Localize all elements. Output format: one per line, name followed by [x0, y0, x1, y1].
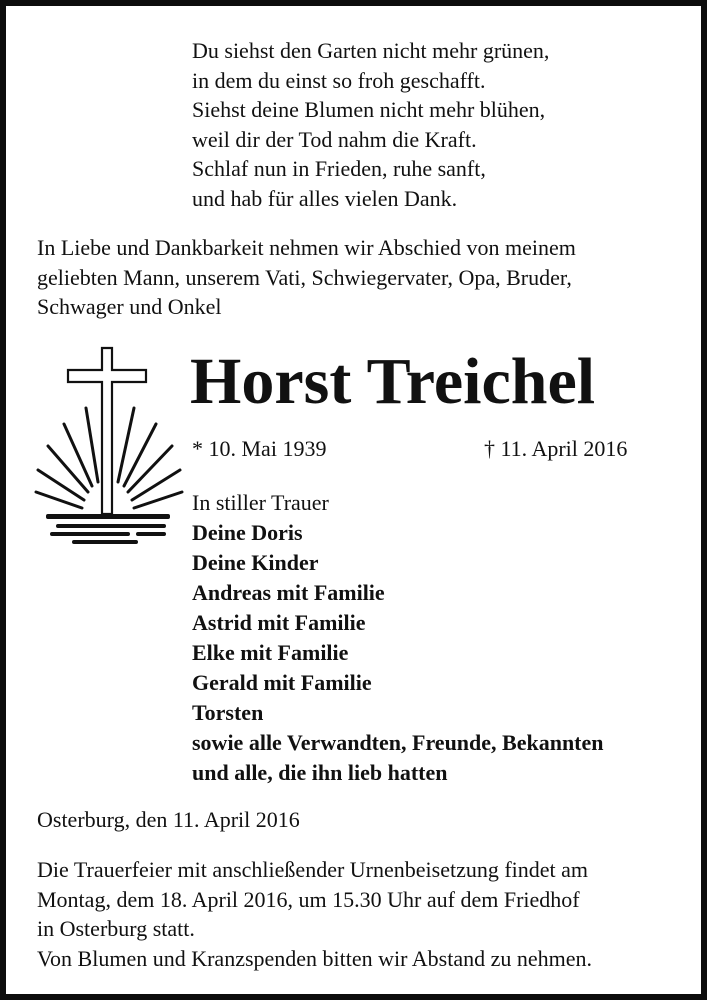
mourner-name: Gerald mit Familie: [192, 670, 372, 695]
cross-sunrise-icon: [28, 342, 188, 552]
funeral-info: [37, 855, 592, 973]
mourner-name: Deine Doris: [192, 520, 303, 545]
poem-line: und hab für alles vielen Dank.: [192, 185, 458, 211]
memorial-poem: [192, 36, 549, 213]
intro-line: Schwager und Onkel: [37, 294, 222, 319]
intro-line: geliebten Mann, unserem Vati, Schwiegervater, Opa, Bruder,: [37, 264, 572, 290]
mourners-list: [192, 488, 604, 788]
intro-line: In Liebe und Dankbarkeit nehmen wir Abschied von meinem: [37, 235, 576, 260]
mourner-name: Andreas mit Familie: [192, 580, 385, 605]
info-line: Montag, dem 18. April 2016, um 15.30 Uhr auf dem Friedhof: [37, 886, 580, 912]
info-line: Von Blumen und Kranzspenden bitten wir Abstand zu nehmen.: [37, 945, 592, 971]
death-date: † 11. April 2016: [484, 436, 628, 461]
info-line: in Osterburg statt.: [37, 916, 195, 941]
mourner-name: Torsten: [192, 700, 264, 725]
deceased-name: Horst Treichel: [190, 345, 596, 418]
mourners-heading: In stiller Trauer: [192, 490, 329, 515]
poem-line: in dem du einst so froh geschafft.: [192, 67, 486, 93]
mourner-name: Deine Kinder: [192, 550, 319, 575]
poem-line: Siehst deine Blumen nicht mehr blühen,: [192, 97, 546, 122]
poem-line: weil dir der Tod nahm die Kraft.: [192, 126, 477, 152]
poem-line: Du siehst den Garten nicht mehr grünen,: [192, 38, 550, 63]
info-line: Die Trauerfeier mit anschließender Urnenbeisetzung findet am: [37, 857, 589, 882]
place-and-date: Osterburg, den 11. April 2016: [37, 807, 300, 832]
poem-line: Schlaf nun in Frieden, ruhe sanft,: [192, 156, 486, 181]
farewell-intro: [37, 233, 576, 322]
mourner-name: Elke mit Familie: [192, 640, 349, 665]
mourner-name: und alle, die ihn lieb hatten: [192, 760, 448, 785]
mourner-name: sowie alle Verwandten, Freunde, Bekannten: [192, 730, 604, 755]
mourner-name: Astrid mit Familie: [192, 610, 366, 635]
birth-date: * 10. Mai 1939: [192, 436, 327, 461]
